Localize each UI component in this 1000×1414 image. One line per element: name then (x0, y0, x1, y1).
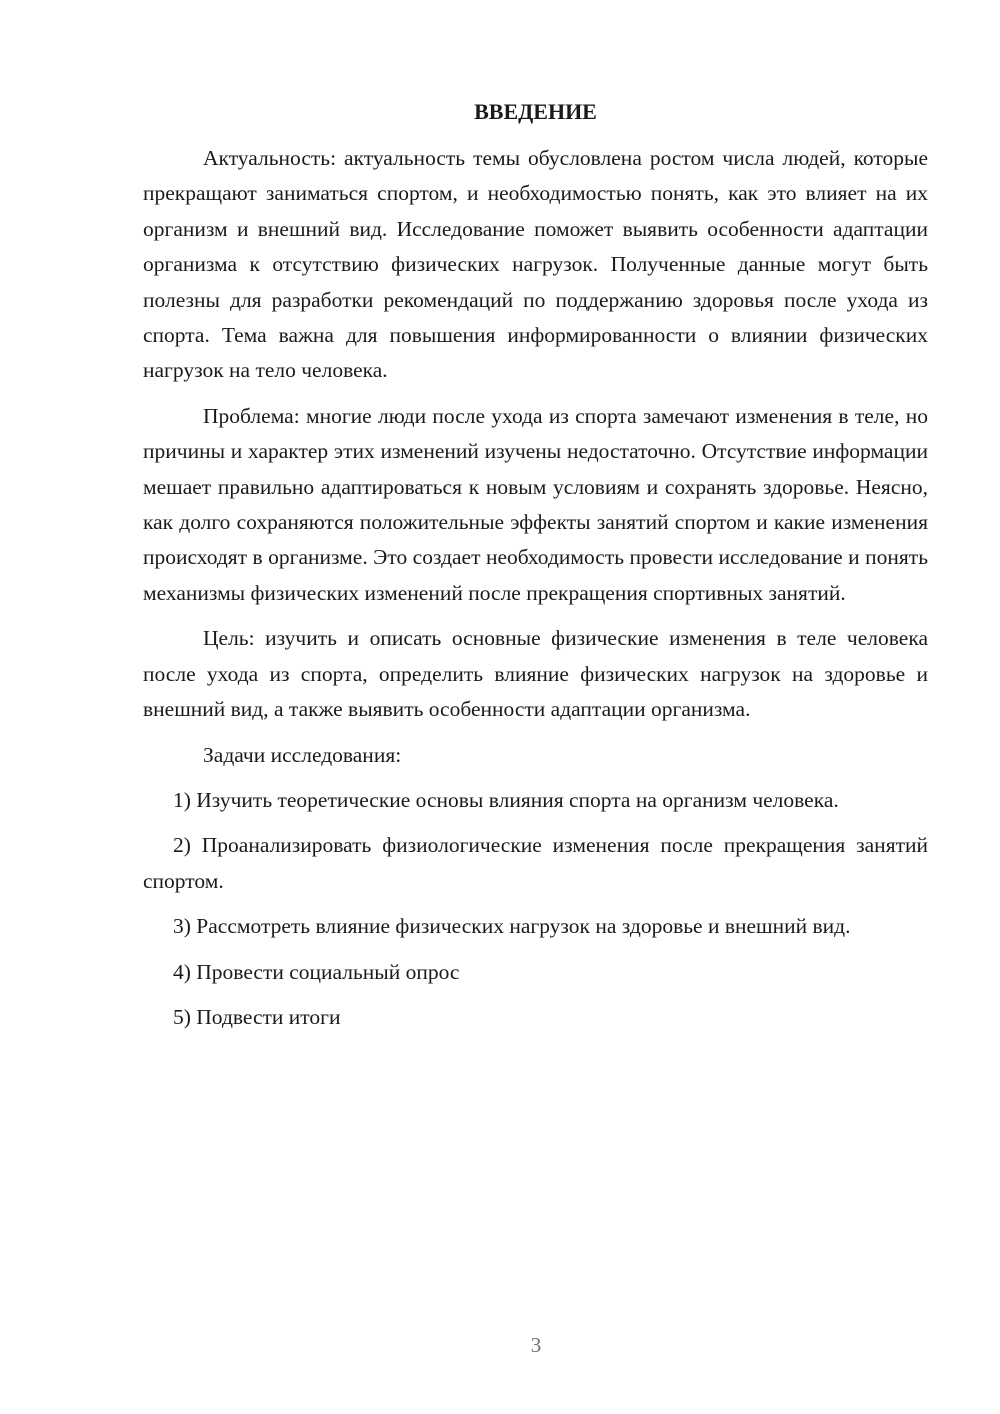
task-item-5: 5) Подвести итоги (173, 1004, 341, 1029)
task-item-3: 3) Рассмотреть влияние физических нагрузок на здоровье и внешний вид. (173, 914, 851, 939)
section-title: ВВЕДЕНИЕ (474, 99, 597, 124)
task-item-4: 4) Провести социальный опрос (173, 959, 460, 984)
task-item-1: 1) Изучить теоретические основы влияния спорта на организм человека. (173, 787, 839, 812)
task-item-2: 2) Проанализировать физиологические изменения после прекращения занятий спортом. (143, 833, 928, 893)
paragraph-problem: Проблема: многие люди после ухода из спорта замечают изменения в теле, но причины и характер этих изменений изучены недостаточно. Отсутствие информации мешает правильно адаптироваться к новым условиям и сохранять здоровье. Неясно, как долго сохраняются положительные эффекты занятий спортом и какие изменения происходят в организме. Это создает необходимость провести исследование и понять механизмы физических изменений после прекращения спортивных занятий. (143, 403, 928, 605)
page-number: 3 (530, 1333, 542, 1357)
paragraph-goal: Цель: изучить и описать основные физические изменения в теле человека после ухода из спорта, определить влияние физических нагрузок на здоровье и внешний вид, а также выявить особенности адаптации организма. (143, 626, 928, 722)
tasks-heading: Задачи исследования: (203, 742, 402, 767)
page-content (143, 94, 928, 1035)
paragraph-relevance: Актуальность: актуальность темы обусловлена ростом числа людей, которые прекращают заниматься спортом, и необходимостью понять, как это влияет на их организм и внешний вид. Исследование поможет выявить особенности адаптации организма к отсутствию физических нагрузок. Полученные данные могут быть полезны для разработки рекомендаций по поддержанию здоровья после ухода из спорта. Тема важна для повышения информированности о влиянии физических нагрузок на тело человека. (143, 146, 928, 383)
